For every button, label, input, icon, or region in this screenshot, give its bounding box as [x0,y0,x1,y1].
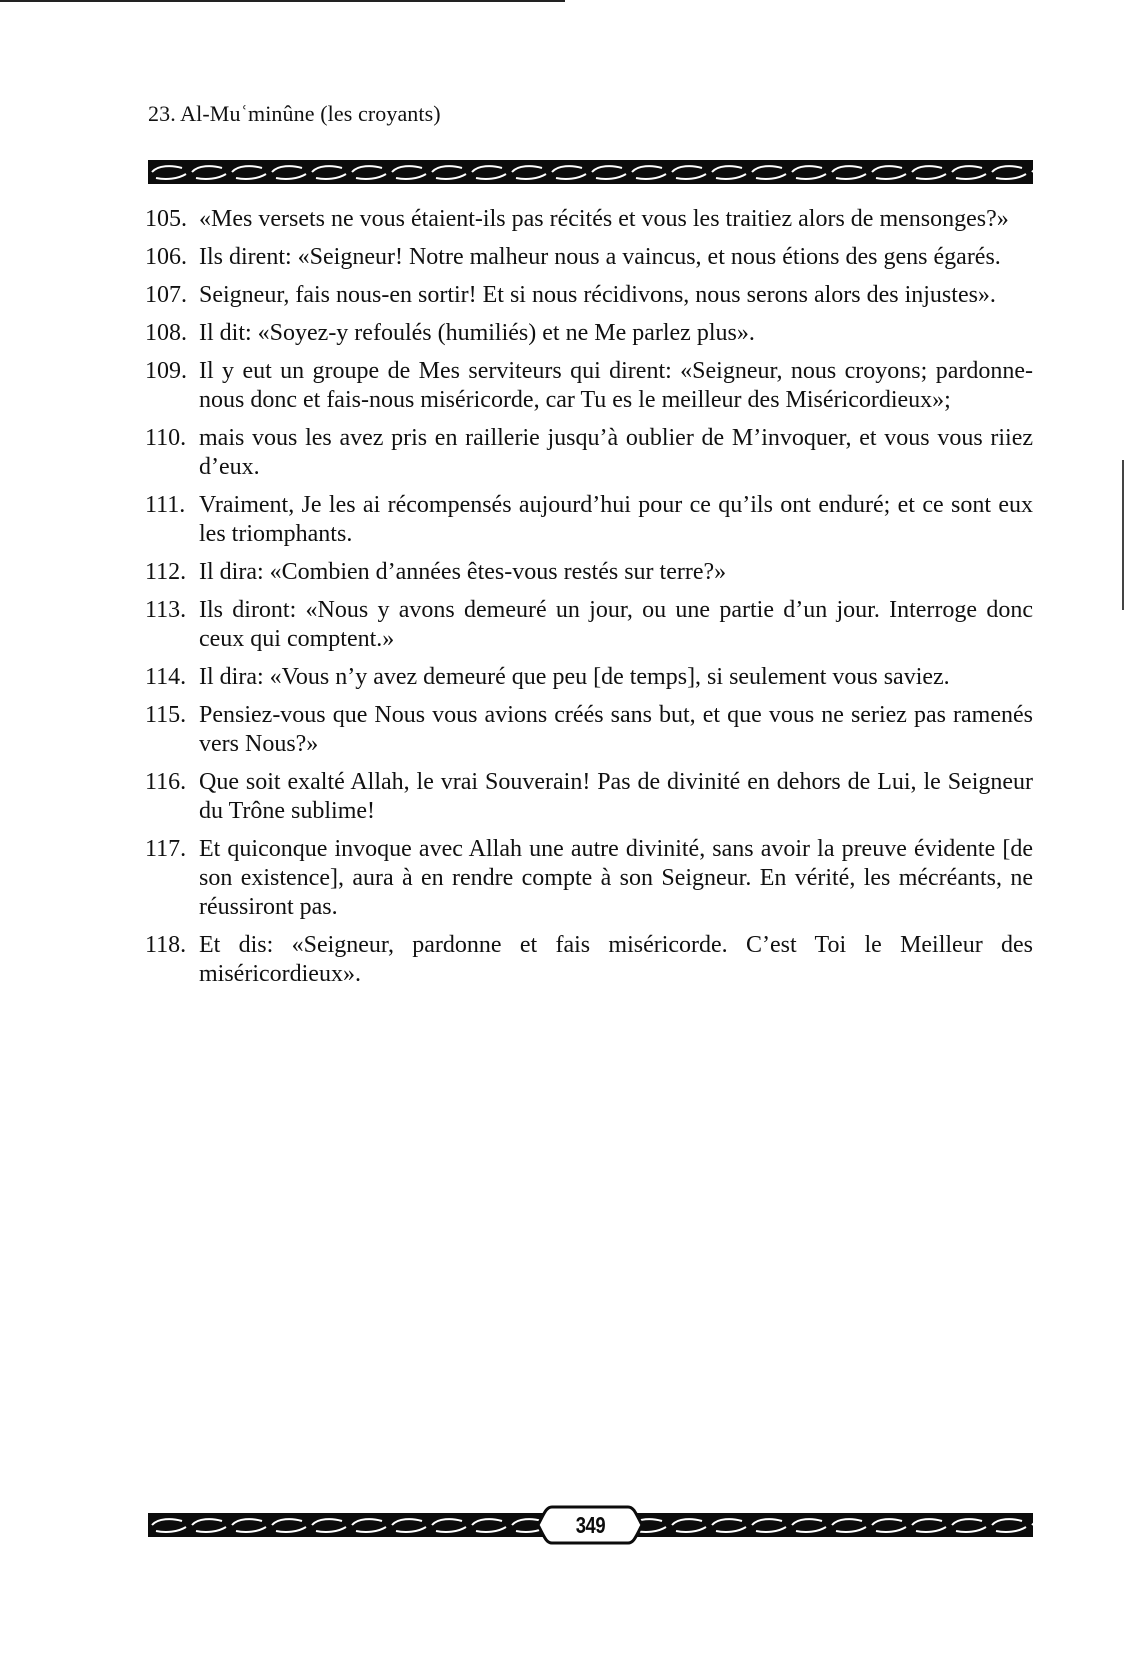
verse-item [145,491,1033,549]
verse-item [145,205,1033,234]
verse-item [145,931,1033,989]
verse-text: Seigneur, fais nous-en sortir! Et si nous récidivons, nous serons alors des injustes». [199,282,996,308]
verse-number: 118. [145,932,187,958]
page-number: 349 [575,1511,605,1538]
verse-item [145,558,1033,587]
verse-item [145,281,1033,310]
verse-number: 116. [145,769,187,795]
verse-item [145,319,1033,348]
top-ornamental-border [148,160,1033,184]
verse-text: Il y eut un groupe de Mes serviteurs qui dirent: «Seigneur, nous croyons; pardonne-nous donc et fais-nous miséricorde, car Tu es le meilleur des Miséricordieux»; [199,358,1033,413]
verse-item [145,663,1033,692]
verse-text: Ils diront: «Nous y avons demeuré un jour, ou une partie d’un jour. Interroge donc ceux qui comptent.» [199,597,1033,652]
verse-number: 105. [145,206,187,232]
verse-text: Pensiez-vous que Nous vous avions créés sans but, et que vous ne seriez pas ramenés vers Nous?» [199,702,1033,757]
verse-number: 109. [145,358,187,384]
scan-edge-mark [1122,460,1124,610]
page-number-badge [538,1504,642,1546]
verse-number: 106. [145,244,187,270]
scan-top-rule [0,0,565,2]
verse-text: Il dira: «Vous n’y avez demeuré que peu [de temps], si seulement vous saviez. [199,664,950,690]
verse-text: «Mes versets ne vous étaient-ils pas récités et vous les traitiez alors de mensonges?» [199,206,1009,232]
verse-item [145,768,1033,826]
chain-pattern-top [148,160,1033,184]
verse-item [145,701,1033,759]
verse-number: 107. [145,282,187,308]
verse-text: mais vous les avez pris en raillerie jusqu’à oublier de M’invoquer, et vous vous riiez d’eux. [199,425,1033,480]
verse-number: 111. [145,492,186,518]
verse-text: Vraiment, Je les ai récompensés aujourd’hui pour ce qu’ils ont enduré; et ce sont eux les triomphants. [199,492,1033,547]
verse-text: Que soit exalté Allah, le vrai Souverain! Pas de divinité en dehors de Lui, le Seigneur du Trône sublime! [199,769,1033,824]
verse-text: Et quiconque invoque avec Allah une autre divinité, sans avoir la preuve évidente [de son existence], aura à en rendre compte à son Seigneur. En vérité, les mécréants, ne réussiront pas. [199,836,1033,920]
surah-title: 23. Al-Muʿminûne (les croyants) [148,101,441,126]
verse-item [145,424,1033,482]
verse-text: Ils dirent: «Seigneur! Notre malheur nous a vaincus, et nous étions des gens égarés. [199,244,1001,270]
verse-number: 117. [145,836,187,862]
verse-number: 115. [145,702,187,728]
verse-text: Il dira: «Combien d’années êtes-vous restés sur terre?» [199,559,727,585]
verse-list [145,205,1033,998]
verse-item [145,243,1033,272]
verse-number: 114. [145,664,187,690]
verse-item [145,835,1033,922]
verse-item [145,357,1033,415]
verse-number: 112. [145,559,187,585]
verse-text: Il dit: «Soyez-y refoulés (humiliés) et ne Me parlez plus». [199,320,755,346]
verse-number: 108. [145,320,187,346]
verse-text: Et dis: «Seigneur, pardonne et fais miséricorde. C’est Toi le Meilleur des miséricordieux». [199,932,1033,987]
verse-item [145,596,1033,654]
verse-number: 113. [145,597,187,623]
verse-number: 110. [145,425,187,451]
